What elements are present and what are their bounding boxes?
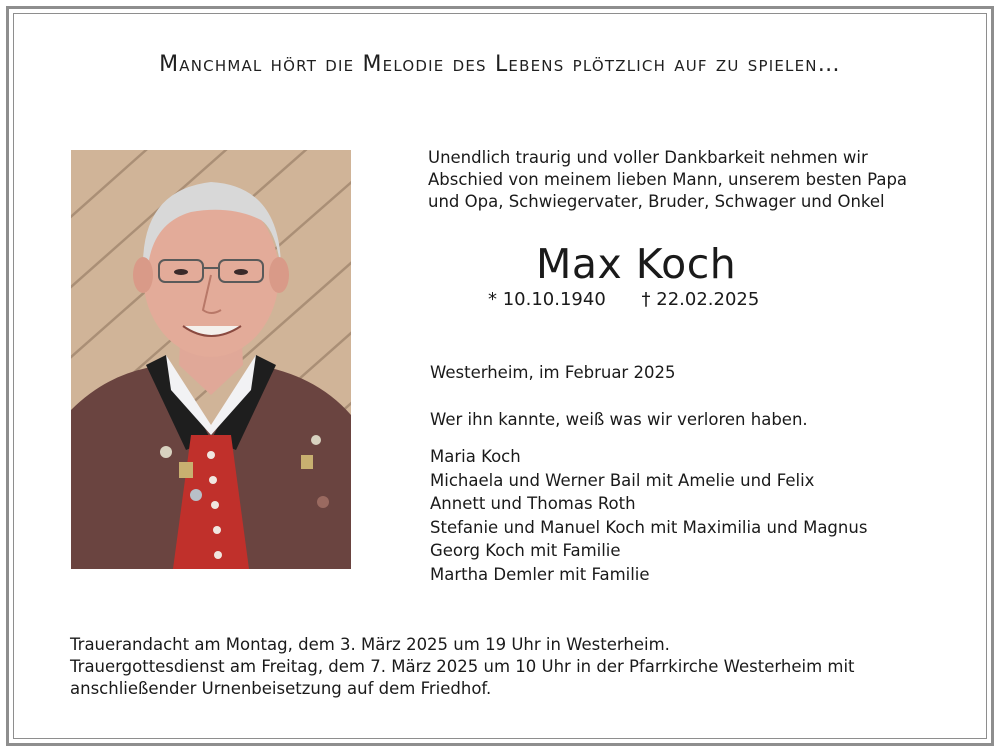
mourner: Martha Demler mit Familie: [430, 564, 650, 584]
headline: Manchmal hört die Melodie des Lebens plötzlich auf zu spielen…: [159, 52, 841, 77]
portrait-photo: [71, 150, 351, 569]
intro-text: [428, 147, 948, 213]
memorial-quote: Wer ihn kannte, weiß was wir verloren haben.: [430, 410, 808, 429]
intro-line: und Opa, Schwiegervater, Bruder, Schwager und Onkel: [428, 192, 885, 211]
mourner: Maria Koch: [430, 447, 521, 466]
death-date: † 22.02.2025: [641, 289, 760, 310]
intro-line: Unendlich traurig und voller Dankbarkeit nehmen wir: [428, 148, 868, 167]
mourner: Michaela und Werner Bail mit Amelie und Felix: [430, 470, 815, 490]
mourner: Stefanie und Manuel Koch mit Maximilia und Magnus: [430, 517, 868, 537]
intro-line: Abschied von meinem lieben Mann, unserem besten Papa: [428, 170, 908, 189]
place-date: Westerheim, im Februar 2025: [430, 363, 676, 382]
birth-date: * 10.10.1940: [488, 289, 606, 310]
mourners-list: [430, 445, 867, 586]
service-line: Trauerandacht am Montag, dem 3. März 2025 um 19 Uhr in Westerheim.: [70, 635, 670, 654]
mourner: Georg Koch mit Familie: [430, 541, 621, 560]
service-info: [70, 634, 855, 700]
deceased-name: Max Koch: [536, 240, 737, 288]
life-dates: [488, 289, 759, 310]
service-line: Trauergottesdienst am Freitag, dem 7. März 2025 um 10 Uhr in der Pfarrkirche Westerheim mit: [70, 657, 855, 676]
mourner: Annett und Thomas Roth: [430, 494, 636, 513]
service-line: anschließender Urnenbeisetzung auf dem Friedhof.: [70, 679, 492, 698]
